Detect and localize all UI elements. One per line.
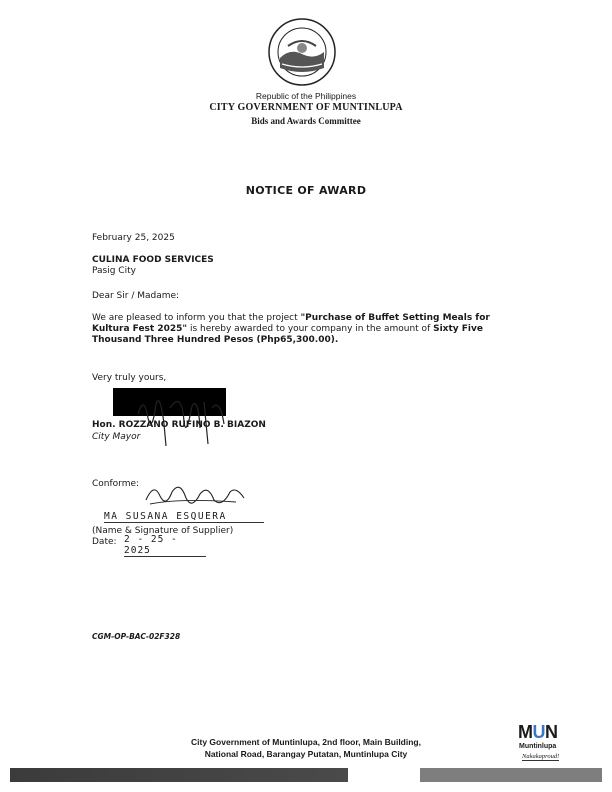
header-committee: Bids and Awards Committee [251,116,361,126]
logo-city-name: Muntinlupa [519,743,557,750]
award-paragraph [92,313,524,346]
supplier-name: MA SUSANA ESQUERA [104,511,264,523]
form-code: CGM-OP-BAC-02F328 [92,632,181,641]
supplier-date-value: 2 - 25 - 2025 [124,534,206,557]
letter-date: February 25, 2025 [92,233,175,243]
muntinlupa-logo [518,722,574,743]
logo-letter-m: M [518,722,533,742]
supplier-name-label: (Name & Signature of Supplier) [92,526,234,536]
addressee-name: CULINA FOOD SERVICES [92,255,214,265]
city-seal-logo [268,18,336,86]
footer-address-line2: National Road, Barangay Putatan, Muntinlupa City [204,749,408,759]
addressee-city: Pasig City [92,266,136,276]
footer-address-line1: City Government of Muntinlupa, 2nd floor, Main Building, [191,737,421,747]
award-amount: Sixty Five Thousand Three Hundred Pesos (Php65,300.00). [92,324,483,345]
mayor-signature [130,384,240,454]
header-city-government: CITY GOVERNMENT OF MUNTINLUPA [209,102,403,113]
closing: Very truly yours, [92,373,167,383]
logo-tagline: Nakakaproud! [522,753,560,760]
supplier-date-label: Date: [92,537,117,547]
logo-letter-u: U [532,722,545,742]
footer-bar-light [420,768,602,782]
supplier-signature [140,478,250,514]
header-republic: Republic of the Philippines [255,91,357,101]
conforme-label: Conforme: [92,479,140,489]
footer-bar-dark [10,768,348,782]
logo-letter-n: N [545,722,558,742]
para-intro: We are pleased to inform you that the project [92,313,301,323]
para-mid: is hereby awarded to your company in the amount of [187,324,434,334]
salutation: Dear Sir / Madame: [92,291,180,301]
project-name: "Purchase of Buffet Setting Meals for Kultura Fest 2025" [92,313,490,334]
signatory-name: Hon. ROZZANO RUFINO B. BIAZON [92,420,266,430]
document-title: NOTICE OF AWARD [245,184,367,197]
signatory-title: City Mayor [92,432,141,442]
